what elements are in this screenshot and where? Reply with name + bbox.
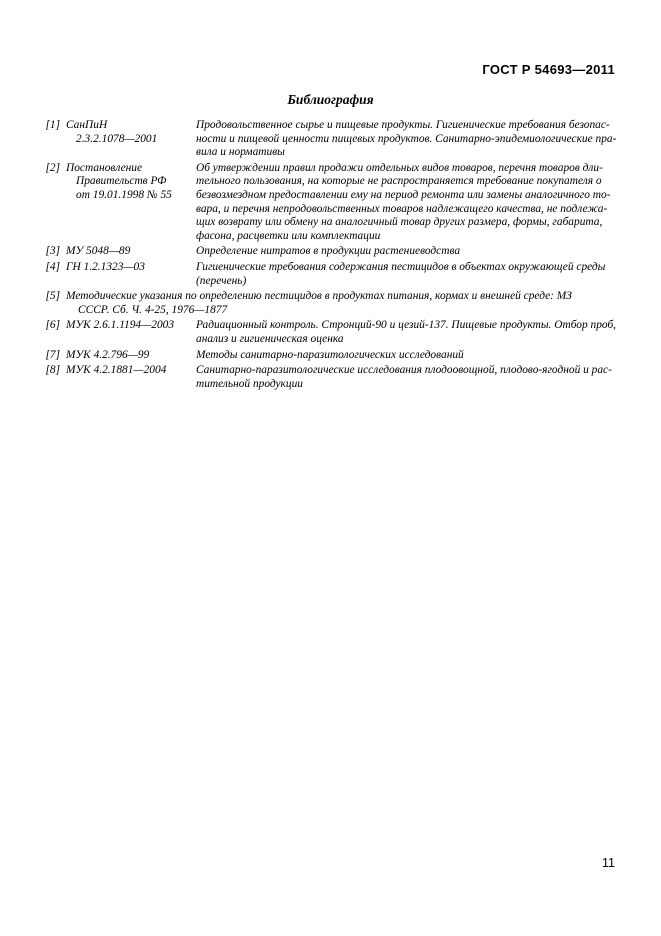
- list-item: [40, 162, 620, 244]
- item-reference: [66, 245, 196, 259]
- description-line: Об утверждении правил продажи отдельных видов товаров, перечня товаров дли-: [196, 161, 603, 174]
- description-line: Санитарно-паразитологические исследования плодоовощной, плодово-ягодной и рас-: [196, 364, 612, 377]
- item-number: [3]: [45, 245, 60, 258]
- item-description: [196, 364, 620, 391]
- item-description: [196, 349, 620, 363]
- description-line: (перечень): [196, 274, 247, 287]
- reference-line: МУК 4.2.796—99: [66, 348, 150, 361]
- item-number: [7]: [45, 348, 60, 361]
- description-line: щих возврату или обмену на аналогичный товар других размера, формы, габарита,: [196, 216, 603, 229]
- list-item: [40, 261, 620, 288]
- page-number: 11: [602, 856, 615, 870]
- description-line: тельного пользования, на которые не распространяется требование покупателя о: [196, 175, 602, 188]
- description-line: Радиационный контроль. Стронций-90 и цезий-137. Пищевые продукты. Отбор проб,: [196, 319, 617, 332]
- list-item: [40, 119, 620, 160]
- description-line: вила и нормативы: [196, 146, 285, 159]
- description-line: Методические указания по определению пестицидов в продуктах питания, кормах и внешней среде: МЗ: [66, 290, 572, 303]
- reference-line: 2.3.2.1078—2001: [76, 132, 158, 145]
- item-number: [1]: [45, 119, 60, 131]
- description-line: Методы санитарно-паразитологических исследований: [196, 348, 464, 361]
- item-number: [2]: [45, 161, 60, 174]
- list-item: [40, 290, 620, 317]
- description-line: Продовольственное сырье и пищевые продукты. Гигиенические требования безопас-: [196, 119, 610, 131]
- standard-designation: ГОСТ Р 54693—2011: [482, 62, 615, 77]
- reference-line: ГН 1.2.1323—03: [66, 260, 145, 273]
- description-line: безвозмездном предоставлении ему на период ремонта или замены аналогичного то-: [196, 188, 611, 201]
- item-description: [196, 261, 620, 288]
- reference-line: СанПиН: [66, 119, 108, 131]
- bibliography-list: [40, 119, 620, 393]
- item-description: [66, 290, 620, 317]
- reference-line: Правительств РФ: [76, 175, 167, 188]
- item-reference: [66, 119, 196, 146]
- description-line: ности и пищевой ценности пищевых продуктов. Санитарно-эпидемиологические пра-: [196, 132, 617, 145]
- reference-line: от 19.01.1998 № 55: [76, 188, 172, 201]
- item-reference: [66, 261, 196, 275]
- item-number: [5]: [45, 290, 60, 303]
- description-line: СССР. Сб. Ч. 4-25, 1976—1877: [78, 303, 228, 316]
- item-description: [196, 162, 620, 244]
- reference-line: МУК 4.2.1881—2004: [66, 364, 167, 377]
- item-reference: [66, 162, 196, 203]
- item-description: [196, 119, 620, 160]
- description-line: фасона, расцветки или комплектации: [196, 229, 381, 242]
- list-item: [40, 245, 620, 259]
- description-line: вара, и перечня непродовольственных товаров надлежащего качества, не подлежа-: [196, 202, 608, 215]
- reference-line: МУК 2.6.1.1194—2003: [66, 319, 175, 332]
- description-line: тительной продукции: [196, 377, 303, 390]
- item-reference: [66, 319, 196, 333]
- item-number: [8]: [45, 364, 60, 377]
- description-line: Определение нитратов в продукции растениеводства: [196, 245, 461, 258]
- item-description: [196, 245, 620, 259]
- list-item: [40, 319, 620, 346]
- item-number: [4]: [45, 260, 60, 273]
- reference-line: Постановление: [66, 161, 143, 174]
- description-line: Гигиенические требования содержания пестицидов в объектах окружающей среды: [196, 260, 606, 273]
- item-reference: [66, 349, 196, 363]
- description-line: анализ и гигиеническая оценка: [196, 332, 344, 345]
- item-number: [6]: [45, 319, 60, 332]
- list-item: [40, 349, 620, 363]
- item-reference: [66, 364, 196, 378]
- page-title: Библиография: [287, 92, 374, 107]
- reference-line: МУ 5048—89: [66, 245, 131, 258]
- item-description: [196, 319, 620, 346]
- list-item: [40, 364, 620, 391]
